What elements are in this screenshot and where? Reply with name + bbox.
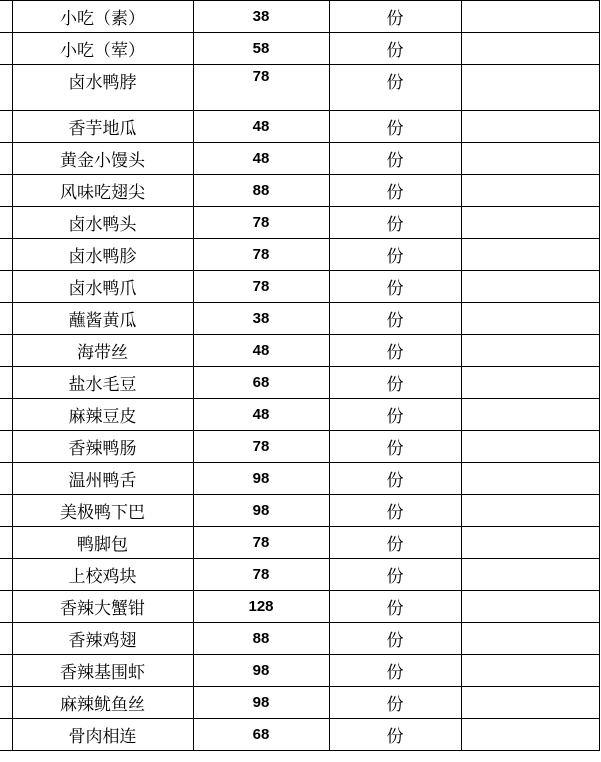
price-cell: 68 bbox=[193, 367, 329, 399]
extra-cell bbox=[461, 207, 599, 239]
price-cell: 128 bbox=[193, 591, 329, 623]
table-row bbox=[0, 303, 599, 335]
dish-name-cell: 麻辣鱿鱼丝 bbox=[12, 687, 193, 719]
dish-name-cell: 蘸酱黄瓜 bbox=[12, 303, 193, 335]
extra-cell bbox=[461, 33, 599, 65]
table-row bbox=[0, 143, 599, 175]
table-row bbox=[0, 623, 599, 655]
price-cell: 78 bbox=[193, 207, 329, 239]
price-cell: 98 bbox=[193, 495, 329, 527]
price-cell: 48 bbox=[193, 111, 329, 143]
table-row bbox=[0, 33, 599, 65]
row-edge-cell bbox=[0, 33, 12, 65]
extra-cell bbox=[461, 463, 599, 495]
table-row bbox=[0, 431, 599, 463]
row-edge-cell bbox=[0, 399, 12, 431]
extra-cell bbox=[461, 143, 599, 175]
table-row bbox=[0, 463, 599, 495]
table-row bbox=[0, 399, 599, 431]
row-edge-cell bbox=[0, 111, 12, 143]
dish-name-cell: 香辣基围虾 bbox=[12, 655, 193, 687]
extra-cell bbox=[461, 175, 599, 207]
row-edge-cell bbox=[0, 143, 12, 175]
extra-cell bbox=[461, 591, 599, 623]
dish-name-cell: 温州鸭舌 bbox=[12, 463, 193, 495]
unit-cell: 份 bbox=[329, 175, 461, 207]
extra-cell bbox=[461, 495, 599, 527]
price-cell: 48 bbox=[193, 399, 329, 431]
table-row bbox=[0, 495, 599, 527]
price-cell: 78 bbox=[193, 527, 329, 559]
extra-cell bbox=[461, 335, 599, 367]
table-row bbox=[0, 527, 599, 559]
dish-name-cell: 海带丝 bbox=[12, 335, 193, 367]
extra-cell bbox=[461, 271, 599, 303]
unit-cell: 份 bbox=[329, 271, 461, 303]
table-row bbox=[0, 719, 599, 751]
price-cell: 88 bbox=[193, 175, 329, 207]
dish-name-cell: 小吃（素） bbox=[12, 1, 193, 33]
dish-name-cell: 黄金小馒头 bbox=[12, 143, 193, 175]
extra-cell bbox=[461, 303, 599, 335]
extra-cell bbox=[461, 527, 599, 559]
unit-cell: 份 bbox=[329, 65, 461, 111]
unit-cell: 份 bbox=[329, 335, 461, 367]
table-row bbox=[0, 175, 599, 207]
unit-cell: 份 bbox=[329, 687, 461, 719]
table-row bbox=[0, 207, 599, 239]
unit-cell: 份 bbox=[329, 559, 461, 591]
dish-name-cell: 香辣鸡翅 bbox=[12, 623, 193, 655]
table-row bbox=[0, 367, 599, 399]
dish-name-cell: 盐水毛豆 bbox=[12, 367, 193, 399]
dish-name-cell: 卤水鸭爪 bbox=[12, 271, 193, 303]
extra-cell bbox=[461, 431, 599, 463]
dish-name-cell: 香辣鸭肠 bbox=[12, 431, 193, 463]
table-row bbox=[0, 65, 599, 111]
row-edge-cell bbox=[0, 719, 12, 751]
extra-cell bbox=[461, 111, 599, 143]
unit-cell: 份 bbox=[329, 111, 461, 143]
extra-cell bbox=[461, 559, 599, 591]
price-cell: 38 bbox=[193, 1, 329, 33]
row-edge-cell bbox=[0, 463, 12, 495]
price-cell: 78 bbox=[193, 271, 329, 303]
unit-cell: 份 bbox=[329, 431, 461, 463]
unit-cell: 份 bbox=[329, 207, 461, 239]
unit-cell: 份 bbox=[329, 33, 461, 65]
menu-price-table-body bbox=[0, 1, 599, 751]
row-edge-cell bbox=[0, 303, 12, 335]
unit-cell: 份 bbox=[329, 239, 461, 271]
extra-cell bbox=[461, 623, 599, 655]
dish-name-cell: 风味吃翅尖 bbox=[12, 175, 193, 207]
row-edge-cell bbox=[0, 65, 12, 111]
dish-name-cell: 香辣大蟹钳 bbox=[12, 591, 193, 623]
extra-cell bbox=[461, 719, 599, 751]
dish-name-cell: 骨肉相连 bbox=[12, 719, 193, 751]
price-cell: 98 bbox=[193, 655, 329, 687]
unit-cell: 份 bbox=[329, 303, 461, 335]
price-cell: 38 bbox=[193, 303, 329, 335]
unit-cell: 份 bbox=[329, 495, 461, 527]
price-cell: 98 bbox=[193, 687, 329, 719]
extra-cell bbox=[461, 65, 599, 111]
table-row bbox=[0, 1, 599, 33]
extra-cell bbox=[461, 239, 599, 271]
unit-cell: 份 bbox=[329, 463, 461, 495]
dish-name-cell: 卤水鸭胗 bbox=[12, 239, 193, 271]
extra-cell bbox=[461, 687, 599, 719]
extra-cell bbox=[461, 1, 599, 33]
price-cell: 78 bbox=[193, 559, 329, 591]
unit-cell: 份 bbox=[329, 367, 461, 399]
row-edge-cell bbox=[0, 431, 12, 463]
unit-cell: 份 bbox=[329, 655, 461, 687]
extra-cell bbox=[461, 655, 599, 687]
table-row bbox=[0, 559, 599, 591]
row-edge-cell bbox=[0, 207, 12, 239]
table-row bbox=[0, 271, 599, 303]
dish-name-cell: 小吃（荤） bbox=[12, 33, 193, 65]
unit-cell: 份 bbox=[329, 591, 461, 623]
unit-cell: 份 bbox=[329, 527, 461, 559]
unit-cell: 份 bbox=[329, 1, 461, 33]
price-cell: 78 bbox=[193, 65, 329, 111]
unit-cell: 份 bbox=[329, 719, 461, 751]
extra-cell bbox=[461, 399, 599, 431]
price-cell: 48 bbox=[193, 143, 329, 175]
row-edge-cell bbox=[0, 495, 12, 527]
table-row bbox=[0, 687, 599, 719]
table-row bbox=[0, 111, 599, 143]
extra-cell bbox=[461, 367, 599, 399]
dish-name-cell: 麻辣豆皮 bbox=[12, 399, 193, 431]
row-edge-cell bbox=[0, 239, 12, 271]
dish-name-cell: 卤水鸭头 bbox=[12, 207, 193, 239]
price-cell: 48 bbox=[193, 335, 329, 367]
row-edge-cell bbox=[0, 271, 12, 303]
price-cell: 98 bbox=[193, 463, 329, 495]
table-row bbox=[0, 655, 599, 687]
dish-name-cell: 美极鸭下巴 bbox=[12, 495, 193, 527]
unit-cell: 份 bbox=[329, 399, 461, 431]
price-cell: 88 bbox=[193, 623, 329, 655]
row-edge-cell bbox=[0, 527, 12, 559]
row-edge-cell bbox=[0, 335, 12, 367]
dish-name-cell: 上校鸡块 bbox=[12, 559, 193, 591]
row-edge-cell bbox=[0, 655, 12, 687]
row-edge-cell bbox=[0, 591, 12, 623]
row-edge-cell bbox=[0, 1, 12, 33]
dish-name-cell: 卤水鸭脖 bbox=[12, 65, 193, 111]
row-edge-cell bbox=[0, 367, 12, 399]
row-edge-cell bbox=[0, 623, 12, 655]
table-row bbox=[0, 335, 599, 367]
row-edge-cell bbox=[0, 687, 12, 719]
unit-cell: 份 bbox=[329, 623, 461, 655]
price-cell: 68 bbox=[193, 719, 329, 751]
row-edge-cell bbox=[0, 559, 12, 591]
table-row bbox=[0, 239, 599, 271]
unit-cell: 份 bbox=[329, 143, 461, 175]
dish-name-cell: 香芋地瓜 bbox=[12, 111, 193, 143]
row-edge-cell bbox=[0, 175, 12, 207]
table-row bbox=[0, 591, 599, 623]
price-cell: 78 bbox=[193, 431, 329, 463]
dish-name-cell: 鸭脚包 bbox=[12, 527, 193, 559]
price-cell: 58 bbox=[193, 33, 329, 65]
price-cell: 78 bbox=[193, 239, 329, 271]
